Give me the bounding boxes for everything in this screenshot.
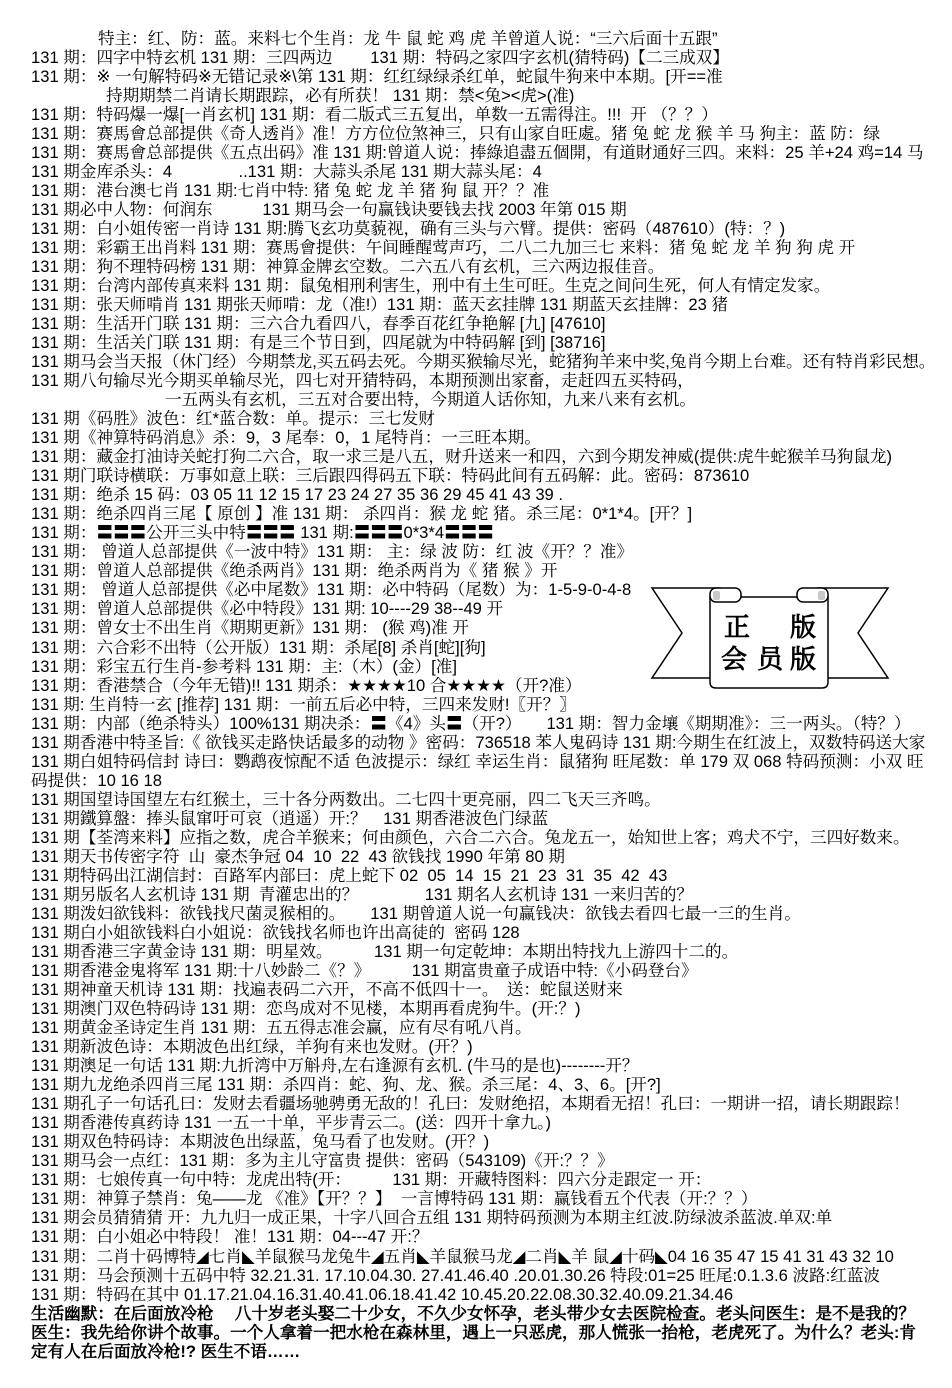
text-line: 131 期：狗不理特码榜 131 期：神算金牌玄空数。二六五八有玄机，三六两边报佳音。 — [31, 256, 665, 276]
text-line: 131 期：曾道人总部提供《必中特段》131 期: 10----29 38--49 开 — [31, 599, 504, 619]
text-line: 一五两头有玄机，三五对合要出特，今期道人话你知，九来八来有玄机。 — [165, 390, 696, 410]
text-line: 131 期马会一点红：131 期：多为主儿守富贵 提供：密码（543109)《开:？？》 — [31, 1151, 614, 1171]
humor-line: 生活幽默：在后面放冷枪 八十岁老头娶二十少女，不久少女怀孕，老头带少女去医院检查。老头问医生：是不是我的？ — [31, 1303, 916, 1323]
text-line: 131 期香港金鬼将军 131 期:十八妙龄二《？》 131 期富贵童子成语中特:《小码登台》 — [31, 961, 698, 981]
humor-line: 医生：我先给你讲个故事。一个人拿着一把水枪在森林里，遇上一只恶虎，那人慌张一抬枪，老虎死了。为什么？老头:肯 — [31, 1322, 916, 1342]
text-line: 131 期：赛馬會总部提供《奇人透肖》准！方方位位煞神三，只有山家自旺處。猪 兔 蛇 龙 猴 羊 马 狗主：蓝 防：绿 — [31, 123, 881, 143]
text-line: 131 期： 曾道人总部提供《必中尾数》131 期：必中特码（尾数）为：1-5-9-0-4-8 — [31, 580, 632, 600]
text-line: 131 期香港传真药诗 131 一五一十单，平步青云二。(送：四开十拿九。) — [31, 1113, 551, 1133]
text-line: 131 期：六合彩不出特（公开版）131 期：杀尾[8] 杀肖[蛇][狗] — [31, 637, 486, 657]
badge-char: 版 — [789, 613, 816, 643]
text-line: 131 期：特码在其中 01.17.21.04.16.31.40.41.06.18.41.42 10.45.20.22.08.30.32.40.09.21.34.46 — [31, 1284, 734, 1304]
text-line: 131 期金库杀头：4 ..131 期：大蒜头杀尾 131 期大蒜头尾：4 — [31, 161, 542, 181]
text-line: 131 期白姐特码信封 诗曰：鹦鹉夜惊配不适 色波提示：绿红 幸运生肖：鼠猪狗 旺尾数：单 179 双 068 特码预测：小双 旺 — [31, 751, 924, 771]
text-line: 131 期泼妇欲钱料：欲钱找尺菌灵猴相的。 131 期曾道人说一句赢钱决：欲钱去看四七最一三的生肖。 — [31, 903, 801, 923]
text-line: 131 期《神算特码消息》杀：9，3 尾奉：0，1 尾特肖：一三旺本期。 — [31, 428, 541, 448]
text-line: 131 期孔子一句话孔曰：发财去看疆场驰骋勇无敌的！孔曰：发财绝招，本期看无招！孔曰：一期讲一招，请长期跟踪！ — [31, 1094, 910, 1114]
text-line: 131 期：彩宝五行生肖-参考料 131 期：主:（木）(金）[准] — [31, 656, 457, 676]
text-line: 131 期：香港禁合（今年无错)!! 131 期杀：★★★★10 合★★★★（开?准） — [31, 675, 582, 695]
text-line: 131 期：白小姐必中特段！ 准！131 期：04---47 开:？ — [31, 1227, 429, 1247]
text-line: 131 期《码胜》波色：红*蓝合数：单。提示：三七发财 — [31, 409, 435, 429]
text-line: 131 期：港台澳七肖 131 期:七肖中特: 猪 兔 蛇 龙 羊 猪 狗 鼠 开？？准 — [31, 180, 550, 200]
text-line: 131 期：台湾内部传真来料 131 期：鼠兔相刑利害生，刑中有土生可旺。生克之间问生死，何人有情定发家。 — [31, 275, 831, 295]
text-line: 131 期必中人物：何润东 131 期马会一句赢钱诀要钱去找 2003 年第 015 期 — [31, 199, 627, 219]
text-line: 131 期：特码爆一爆[一肖玄机] 131 期：看二版式三五复出，单数一五需得注。!!! 开 （？？） — [31, 104, 718, 124]
text-line: 131 期：二肖十码博特◢七肖◣羊鼠猴马龙兔牛◢五肖◣羊鼠猴马龙◢二肖◣羊 鼠◢十码◣04 16 35 47 15 41 31 43 32 10 — [31, 1246, 894, 1266]
text-line: 131 期新波色诗：本期波色出红绿，羊狗有来也发财。(开？) — [31, 1037, 473, 1057]
text-line: 131 期：四字中特玄机 131 期：三四两边 131 期：特码之家四字玄机(猜特码)【二三成双】 — [31, 47, 729, 67]
text-line: 131 期黄金圣诗定生肖 131 期：五五得志准会赢，应有尽有吼八肖。 — [31, 1018, 532, 1038]
text-line: 131 期天书传密字符 山 豪杰争冠 04 10 22 43 欲钱找 1990 年第 80 期 — [31, 846, 565, 866]
text-line: 131 期马会当天报（休门经）今期禁龙,买五码去死。今期买猴输尽光，蛇猪狗羊来中奖,兔肖今期上台难。还有特肖彩民想。 — [31, 352, 936, 372]
text-line: 131 期：内部（绝杀特头）100%131 期决杀：〓《4》头〓（开?） 131 期：智力金壤《期期准》：三一两头。（特？） — [31, 713, 911, 733]
text-line: 131 期：绝杀四肖三尾【 原创 】准 131 期： 杀四肖：猴 龙 蛇 猪。杀三尾：0*1*4。[开？] — [31, 504, 693, 524]
badge-char: 版 — [789, 645, 816, 675]
ribbon-banner-icon — [640, 580, 900, 695]
text-line: 131 期神童天机诗 131 期：找遍表码二六开，不高不低四十一。 送：蛇鼠送财来 — [31, 980, 623, 1000]
text-line: 131 期：赛馬會总部提供《五点出码》准 131 期:曾道人说：捧綠追盡五個開，有道財通好三四。来料：25 羊+24 鸡=14 马 — [31, 142, 924, 162]
text-line: 131 期八句输尽光今期买单输尽光，四七对开猜特码，本期预测出家畜，走赶四五买特码， — [31, 371, 694, 391]
text-line: 131 期：七娘传真一句中特：龙虎出特(开： 131 期：开藏特图料：四六分走跟定一 开： — [31, 1170, 712, 1190]
badge-char: 正 — [723, 613, 750, 643]
humor-line: 定有人在后面放冷枪!? 医生不语…… — [31, 1341, 301, 1361]
text-line: 131 期：曾女士不出生肖《期期更新》131 期： (猴 鸡)准 开 — [31, 618, 469, 638]
text-line: 131 期：彩霸王出肖料 131 期：赛馬會提供：午间睡醒莺声巧，二八二九加三七 来料：猪 兔 蛇 龙 羊 狗 狗 虎 开 — [31, 237, 856, 257]
text-line: 131 期双色特码诗：本期波色出绿蓝，兔马看了也发财。(开？) — [31, 1132, 490, 1152]
text-line: 131 期：〓〓〓公开三头中特〓〓〓 131 期:〓〓〓0*3*4〓〓〓 — [31, 523, 494, 543]
text-line: 131 期：张天师啃肖 131 期张天师啃：龙（准!）131 期：蓝天玄挂牌 131 期蓝天玄挂牌：23 猪 — [31, 294, 729, 314]
text-line: 131 期：生活关门联 131 期：有是三个节日到，四尾就为中特码解 [到] [38716] — [31, 333, 606, 352]
text-line: 131 期香港三字黄金诗 131 期：明星效。 131 期一句定乾坤：本期出特找九上游四十二的。 — [31, 942, 739, 961]
text-line: 131 期特码出江湖信封：百路军内部曰：虎上蛇下 02 05 14 15 21 23 31 35 42 43 — [31, 865, 668, 885]
text-line: 131 期：绝杀 15 码：03 05 11 12 15 17 23 24 27 35 36 29 45 41 43 39 . — [31, 485, 563, 505]
text-line: 131 期白小姐欲钱料白小姐说：欲钱找名师也许出高徒的 密码 128 — [31, 922, 520, 942]
header-line: 特主：红、防：蓝。来料七个生肖：龙 牛 鼠 蛇 鸡 虎 羊曾道人说：“三六后面十五跟” — [98, 28, 718, 48]
text-line: 131 期会员猜猜猜 开：九九归一成正果，十字八回合五组 131 期特码预测为本期主红波.防绿波杀蓝波.单双:单 — [31, 1208, 833, 1228]
text-line: 131 期【荃湾来料】应指之数，虎合羊猴来；何由颜色，六合二六合。兔龙五一，始知世上客；鸡犬不宁，三四好数来。 — [31, 827, 910, 847]
text-line: 131 期：生活开门联 131 期：三六合九看四八，春季百花红争艳解 [九] [47610] — [31, 313, 606, 333]
badge-char: 员 — [756, 645, 783, 675]
text-line: 131 期：藏金打油诗关蛇打狗二六合，取一求三是八五，财升送来一和四，六到今期发神威(提供:虎牛蛇猴羊马狗鼠龙) — [31, 447, 893, 467]
text-line: 131 期： 曾道人总部提供《一波中特》131 期： 主：绿 波 防：红 波《开？？准》 — [31, 542, 634, 562]
text-line: 码提供：10 16 18 — [31, 770, 162, 790]
text-line: 131 期香港中特圣旨:《 欲钱买走路快话最多的动物 》密码：736518 苯人鬼码诗 131 期:今期生在红波上，双数特码送大家 — [31, 732, 926, 752]
text-line: 131 期另版名人玄机诗 131 期 青灌忠出的？ 131 期名人玄机诗 131 一来归苦的？ — [31, 884, 694, 904]
text-line: 131 期：马会预测十五码中特 32.21.31. 17.10.04.30. 27.41.46.40 .20.01.30.26 特段:01=25 旺尾:0.1.3.6 波路:红蓝波 — [31, 1265, 881, 1285]
text-line: 131 期：※ 一句解特码※无错记录※\第 131 期：红红绿绿杀红单，蛇鼠牛狗来中本期。[开==准 — [31, 66, 723, 86]
text-line: 131 期澳门双色特码诗 131 期：恋鸟成对不见楼，本期再看虎狗牛。(开:？) — [31, 999, 581, 1019]
text-line: 持期期禁二肖请长期跟踪，必有所获！ 131 期：禁<兔><虎>(准) — [106, 85, 575, 105]
text-line: 131 期: 生肖特一玄 [推荐] 131 期：一前五后必中特，三四来发财!〖开？〗 — [31, 694, 576, 714]
text-line: 131 期九龙绝杀四肖三尾 131 期：杀四肖：蛇、狗、龙、猴。杀三尾：4、3、6。[开?] — [31, 1075, 661, 1095]
text-line: 131 期：神算子禁肖：兔——龙 《准》【开？？】 一言博特码 131 期：赢钱看五个代表（开:？？） — [31, 1189, 758, 1209]
text-line: 131 期：白小姐传密一肖诗 131 期:腾飞玄功莫藐视，确有三头与六臂。提供：密码（487610）(特：？) — [31, 218, 786, 238]
text-line: 131 期澳足一句话 131 期:九折湾中万斛舟,左右逢源有玄机. (牛马的是也)--------开？ — [31, 1056, 639, 1076]
text-line: 131 期门联诗横联：万事如意上联：三后跟四得码五下联：特码此间有五码解：此。密码：873610 — [31, 466, 750, 486]
member-edition-badge — [640, 580, 900, 695]
text-line: 131 期：曾道人总部提供《绝杀两肖》131 期：绝杀两肖为《 猪 猴 》开 — [31, 561, 558, 581]
text-line: 131 期国望诗国望左右红猴土，三十各分两数出。二七四十更亮丽，四二飞天三齐鸣。 — [31, 789, 661, 809]
text-line: 131 期鐵算盤：捧头鼠窜吁可哀（逍遥）开:？ 131 期香港波色门绿蓝 — [31, 808, 549, 828]
badge-char: 会 — [720, 645, 747, 675]
